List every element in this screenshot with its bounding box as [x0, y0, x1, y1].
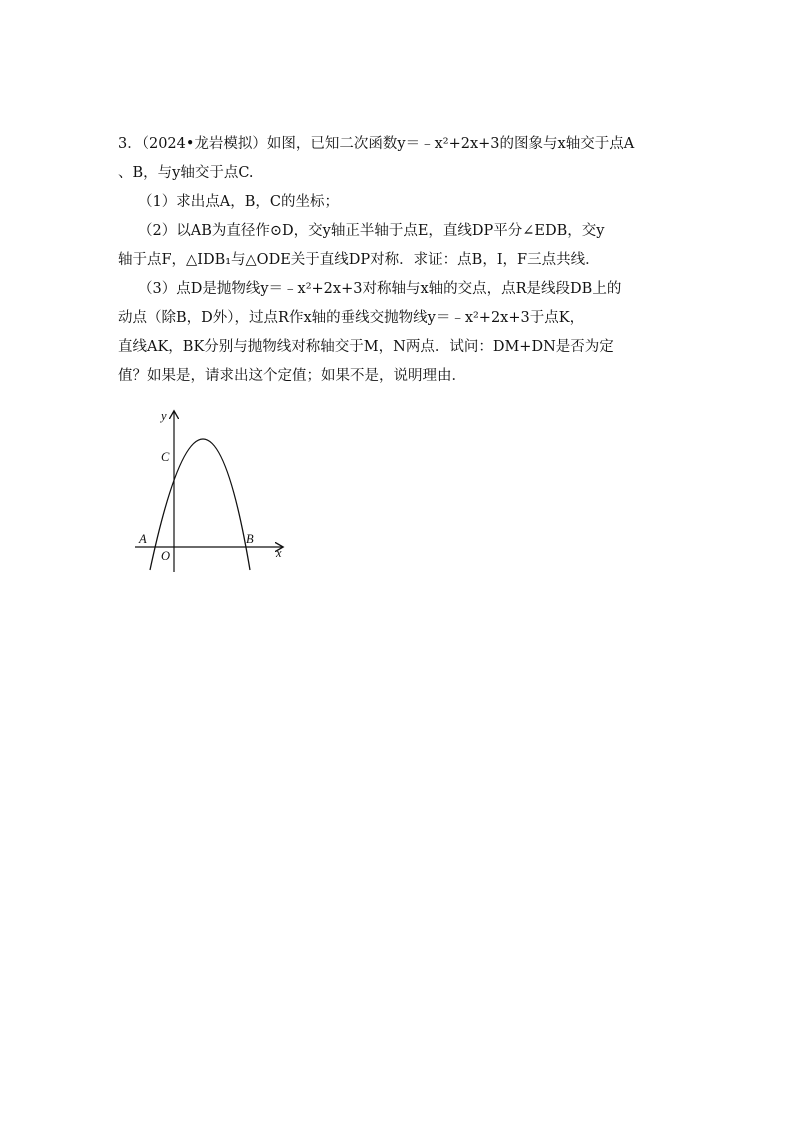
question-3-cont-3: 值？如果是，请求出这个定值；如果不是，说明理由． — [118, 368, 466, 384]
question-1: （1）求出点A，B，C的坐标； — [138, 194, 339, 210]
origin-label: O — [161, 549, 171, 563]
problem-line-2: 、B，与y轴交于点C. — [118, 165, 254, 181]
question-3-cont-1: 动点（除B，D外），过点R作x轴的垂线交抛物线y＝﹣x²+2x+3于点K， — [118, 310, 585, 326]
question-2-cont: 轴于点F，△IDB₁与△ODE关于直线DP对称．求证：点B，I，F三点共线． — [118, 252, 600, 268]
parabola-graph — [130, 404, 300, 579]
parabola-figure — [130, 404, 300, 579]
x-axis-label: x — [276, 546, 282, 560]
y-axis-label: y — [161, 409, 167, 423]
question-3: （3）点D是抛物线y＝﹣x²+2x+3对称轴与x轴的交点，点R是线段DB上的 — [138, 281, 622, 297]
problem-line-1: 3．（2024•龙岩模拟）如图，已知二次函数y＝﹣x²+2x+3的图象与x轴交于点A — [118, 136, 635, 152]
question-2: （2）以AB为直径作⊙D，交y轴正半轴于点E，直线DP平分∠EDB，交y — [138, 223, 605, 239]
question-3-cont-2: 直线AK，BK分别与抛物线对称轴交于M，N两点．试问：DM+DN是否为定 — [118, 339, 614, 355]
point-c-label: C — [161, 450, 170, 464]
problem-text — [118, 130, 678, 391]
point-a-label: A — [139, 532, 147, 546]
point-b-label: B — [246, 532, 254, 546]
